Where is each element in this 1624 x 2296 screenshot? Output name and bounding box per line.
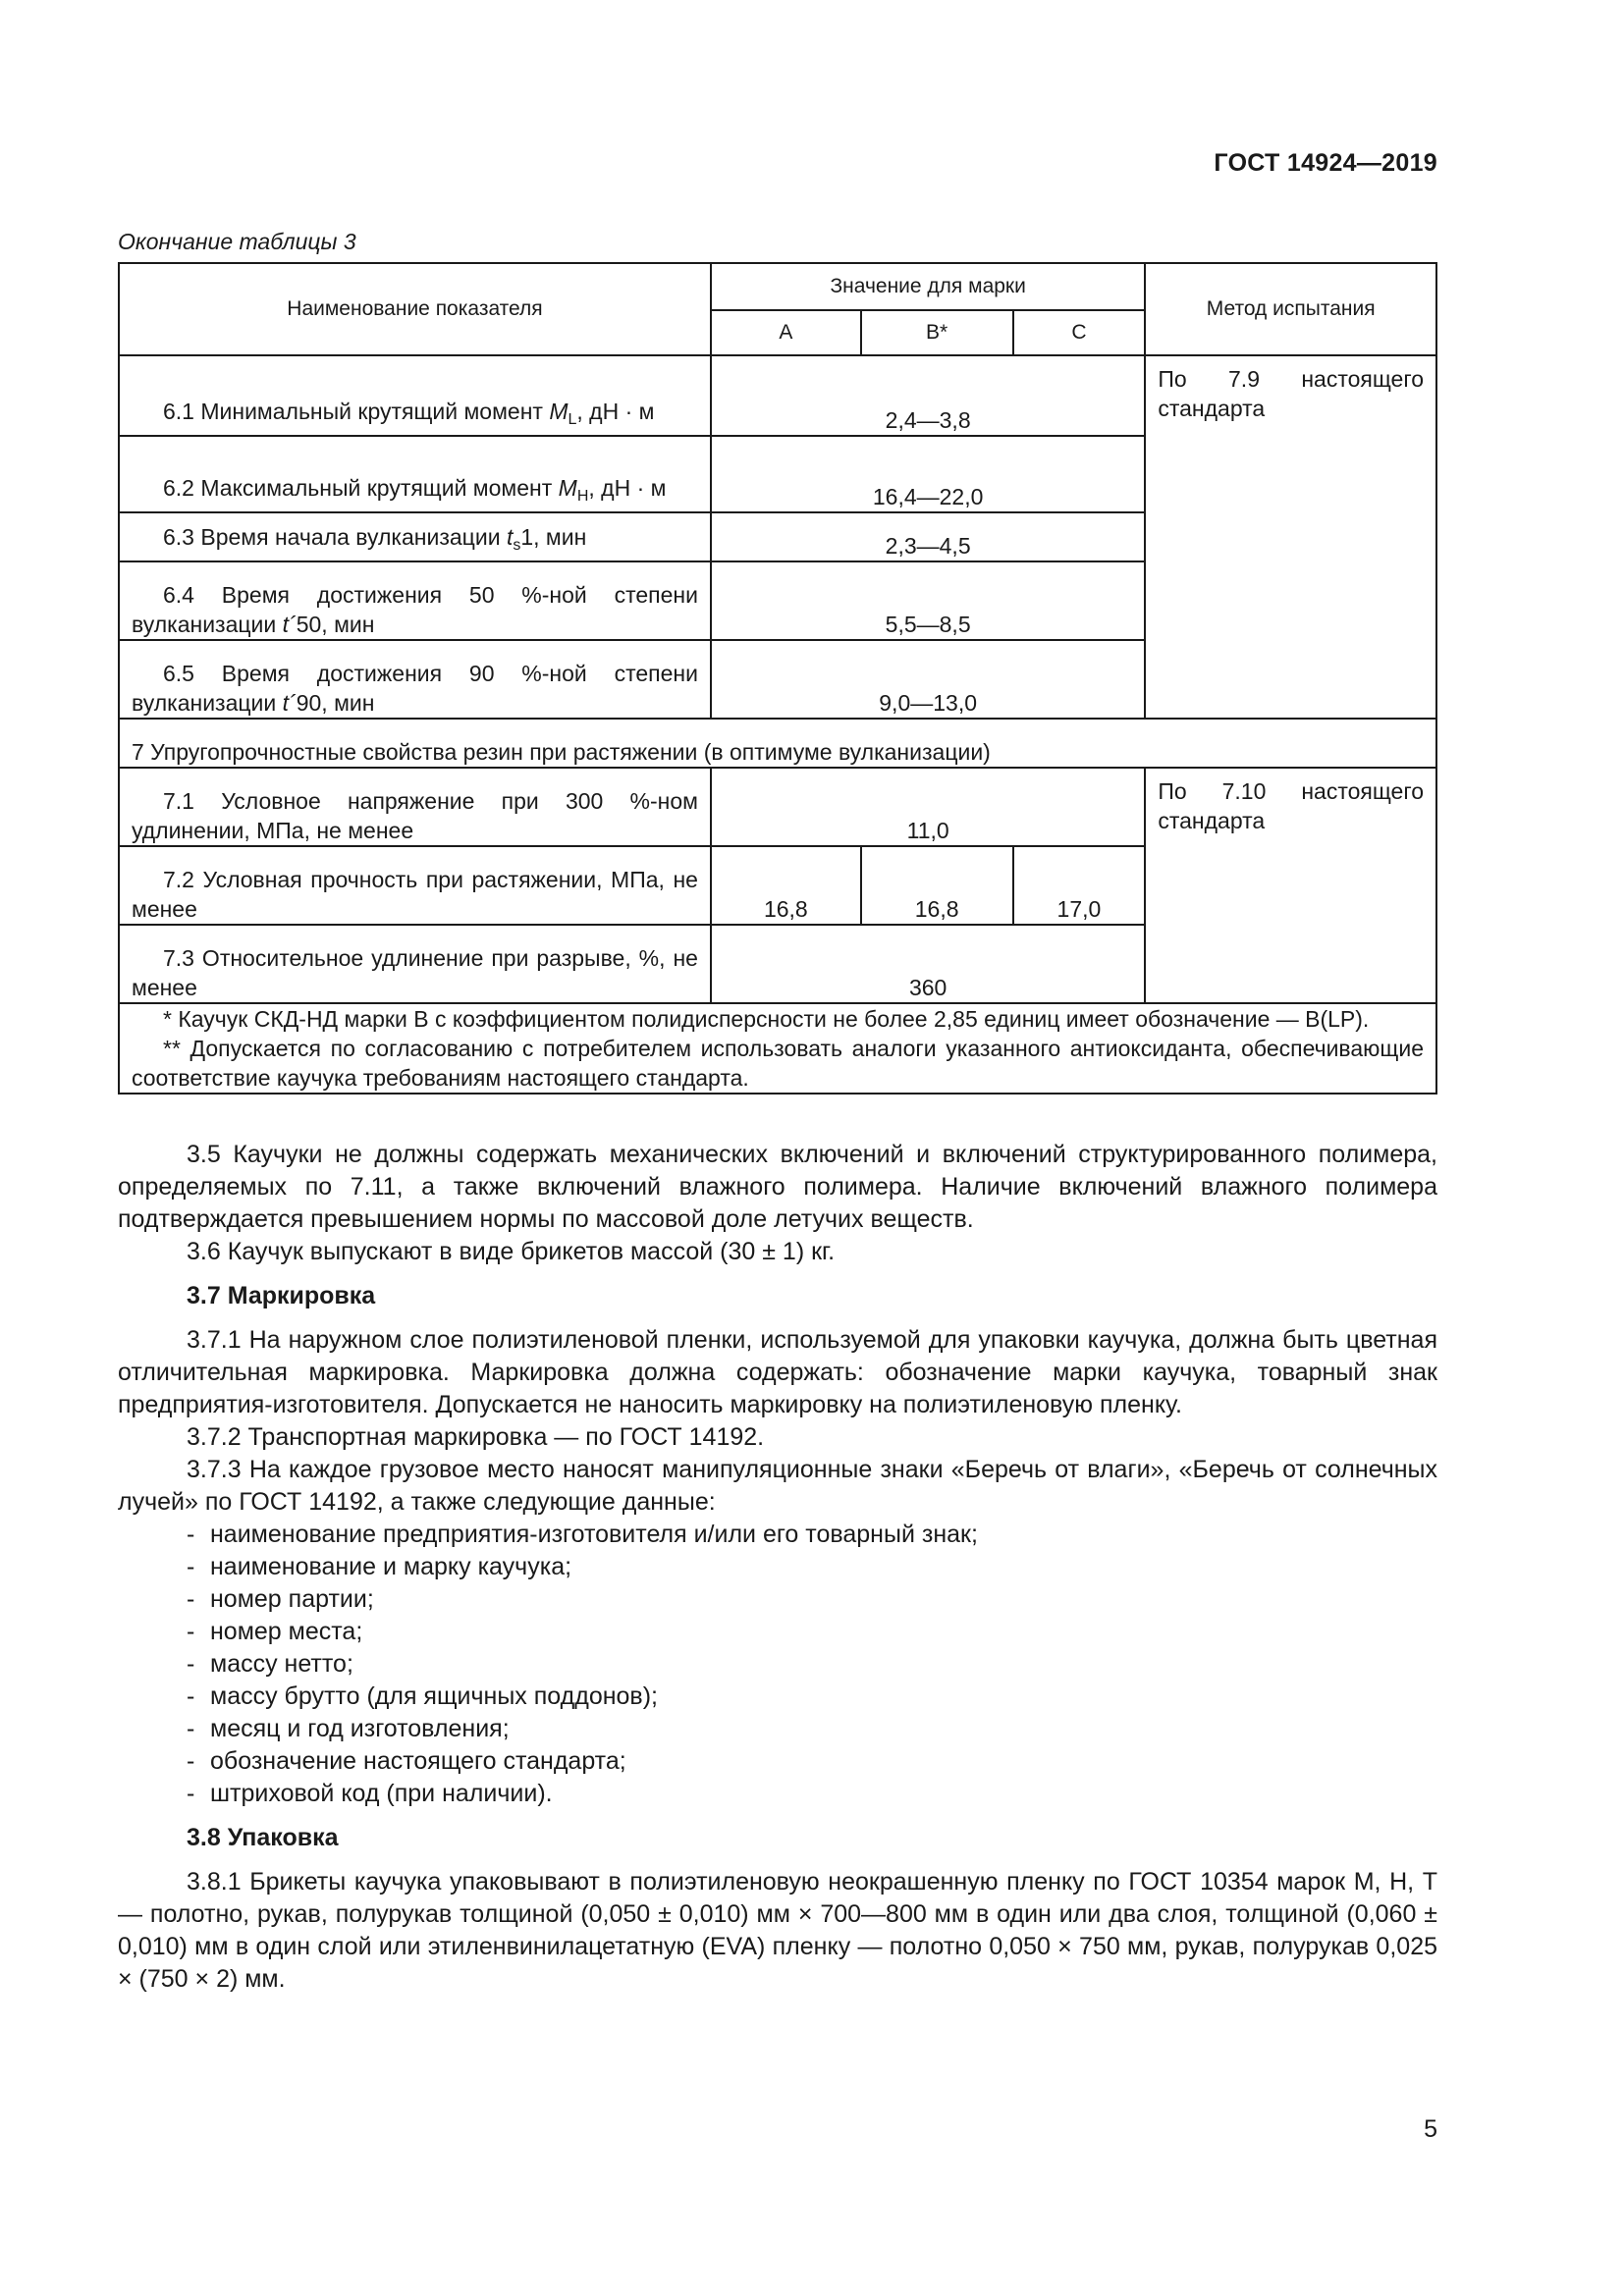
table-3: [118, 262, 1437, 1095]
table-section-row: [119, 719, 1436, 768]
paragraph-3-7-2: 3.7.2 Транспортная маркировка — по ГОСТ 14192.: [187, 1423, 765, 1451]
table-row: [119, 355, 1436, 436]
list-item: - штриховой код (при наличии).: [187, 1778, 1437, 1810]
list-item: - месяц и год изготовления;: [187, 1713, 1437, 1745]
method-cell: По 7.10 настоящего стандарта: [1145, 768, 1436, 1003]
col-header-c: С: [1013, 310, 1146, 355]
col-header-a: А: [711, 310, 861, 355]
paragraph-3-8-1: 3.8.1 Брикеты каучука упаковывают в полиэтиленовую неокрашенную пленку по ГОСТ 10354 марок М, Н, Т — полотно, рукав, полурукав толщиной (0,050 ± 0,010) мм × 700—800 мм в один или два слоя, толщиной (0,060 ± 0,010) мм в один слой или этиленвинилацетатную (EVA) пленку — полотно 0,050 × 750 мм, рукав, полурукав 0,025 × (750 × 2) мм.: [118, 1868, 1437, 1993]
table-row: [119, 768, 1436, 846]
row-value: 2,3—4,5: [711, 512, 1145, 561]
method-cell: По 7.9 настоящего стандарта: [1145, 355, 1436, 719]
paragraph-3-5: 3.5 Каучуки не должны содержать механических включений и включений структурированного полимера, определяемых по 7.11, а также включений влажного полимера. Наличие включений влажного полимера подтверждается превышением нормы по массовой доле летучих веществ.: [118, 1141, 1437, 1233]
row-value-a: 16,8: [711, 846, 861, 925]
row-value: 5,5—8,5: [711, 561, 1145, 640]
row-value: 360: [711, 925, 1145, 1003]
list-item: - наименование предприятия-изготовителя и/или его товарный знак;: [187, 1519, 1437, 1551]
table-notes: [119, 1003, 1436, 1094]
list-item: - массу нетто;: [187, 1648, 1437, 1681]
list-item: - наименование и марку каучука;: [187, 1551, 1437, 1583]
col-header-b: В*: [861, 310, 1013, 355]
row-name: 7.2 Условная прочность при растяжении, МПа, не менее: [119, 846, 711, 925]
row-name: 6.3 Время начала вулканизации $t_s1$, мин: [119, 512, 711, 561]
table-note-2: ** Допускается по согласованию с потребителем использовать аналоги указанного антиоксиданта, обеспечивающие соответствие каучука требованиям настоящего стандарта.: [132, 1036, 1424, 1091]
row-name: 7.1 Условное напряжение при 300 %-ном удлинении, МПа, не менее: [119, 768, 711, 846]
row-value: 9,0—13,0: [711, 640, 1145, 719]
list-item: - массу брутто (для ящичных поддонов);: [187, 1681, 1437, 1713]
page-number: 5: [1424, 2115, 1437, 2143]
row-name: 6.4 Время достижения 50 %-ной степени вулканизации t´50, мин: [119, 561, 711, 640]
row-value-c: 17,0: [1013, 846, 1146, 925]
list-item: - обозначение настоящего стандарта;: [187, 1745, 1437, 1778]
row-value: 16,4—22,0: [711, 436, 1145, 512]
row-name: 7.3 Относительное удлинение при разрыве, %, не менее: [119, 925, 711, 1003]
body-text: [118, 1139, 1437, 1996]
list-item: - номер партии;: [187, 1583, 1437, 1616]
paragraph-3-6: 3.6 Каучук выпускают в виде брикетов массой (30 ± 1) кг.: [187, 1238, 836, 1265]
row-name: 6.1 Минимальный крутящий момент $M_L$, дН · м: [119, 355, 711, 436]
row-value-b: 16,8: [861, 846, 1013, 925]
list-item: - номер места;: [187, 1616, 1437, 1648]
col-header-value: Значение для марки: [711, 263, 1145, 310]
heading-3-8: 3.8 Упаковка: [187, 1824, 339, 1851]
table-caption: Окончание таблицы 3: [118, 229, 356, 254]
row-name: 6.2 Максимальный крутящий момент $M_H$, дН · м: [119, 436, 711, 512]
section-7-title: 7 Упругопрочностные свойства резин при растяжении (в оптимуме вулканизации): [119, 719, 1436, 768]
col-header-name: Наименование показателя: [119, 263, 711, 355]
row-value: 2,4—3,8: [711, 355, 1145, 436]
paragraph-3-7-3: 3.7.3 На каждое грузовое место наносят манипуляционные знаки «Беречь от влаги», «Беречь от солнечных лучей» по ГОСТ 14192, а также следующие данные:: [118, 1456, 1437, 1516]
paragraph-3-7-1: 3.7.1 На наружном слое полиэтиленовой пленки, используемой для упаковки каучука, должна быть цветная отличительная маркировка. Маркировка должна содержать: обозначение марки каучука, товарный знак предприятия-изготовителя. Допускается не наносить маркировку на полиэтиленовую пленку.: [118, 1326, 1437, 1418]
row-value: 11,0: [711, 768, 1145, 846]
col-header-method: Метод испытания: [1145, 263, 1436, 355]
document-code: ГОСТ 14924—2019: [1214, 149, 1437, 177]
marking-list: [118, 1519, 1437, 1810]
row-name: 6.5 Время достижения 90 %-ной степени вулканизации t´90, мин: [119, 640, 711, 719]
heading-3-7: 3.7 Маркировка: [187, 1282, 376, 1309]
table-note-1: * Каучук СКД-НД марки В с коэффициентом полидисперсности не более 2,85 единиц имеет обозначение — В(LP).: [163, 1006, 1370, 1032]
